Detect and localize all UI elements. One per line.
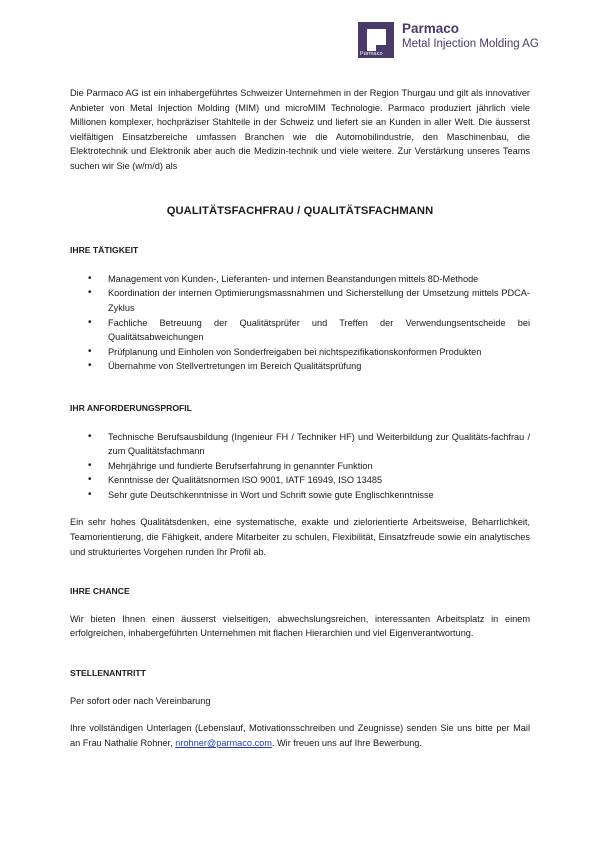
- taetigkeit-list: [70, 272, 530, 374]
- company-logo: [358, 22, 539, 58]
- document-body: [70, 86, 530, 750]
- profil-list: [70, 430, 530, 503]
- section-heading-chance: IHRE CHANCE: [70, 586, 130, 597]
- section-heading-taetigkeit: IHRE TÄTIGKEIT: [70, 245, 139, 256]
- chance-paragraph: Wir bieten Ihnen einen äusserst vielseitigen, abwechslungsreichen, interessanten Arbeitsplatz in einem erfolgreichen, inhabergeführten Unternehmen mit flachen Hierarchien und viel Eigenverantwortung.: [70, 613, 530, 639]
- section-heading-antritt: STELLENANTRITT: [70, 668, 146, 679]
- logo-mark-icon: [358, 22, 394, 58]
- list-item: • Prüfplanung und Einholen von Sonderfreigaben bei nichtspezifikationskonformen Produkten: [86, 345, 530, 360]
- list-item: • Technische Berufsausbildung (Ingenieur FH / Techniker HF) und Weiterbildung zur Qualitäts-fachfrau / zum Qualitätsfachmann: [86, 430, 530, 459]
- list-item: • Sehr gute Deutschkenntnisse in Wort und Schrift sowie gute Englischkenntnisse: [86, 488, 530, 503]
- application-text-before: Ihre vollständigen Unterlagen (Lebenslauf, Motivationsschreiben und Zeugnisse) senden Sie uns bitte per Mail an Frau Nathalie Rohner,: [70, 723, 530, 748]
- list-item: • Fachliche Betreuung der Qualitätsprüfer und Treffen der Verwendungsentscheide bei Qualitätsabweichungen: [86, 316, 530, 345]
- list-item: • Kenntnisse der Qualitätsnormen ISO 9001, IATF 16949, ISO 13485: [86, 473, 530, 488]
- list-item: • Übernahme von Stellvertretungen im Bereich Qualitätsprüfung: [86, 359, 530, 374]
- list-item: • Mehrjährige und fundierte Berufserfahrung in genannter Funktion: [86, 459, 530, 474]
- logo-mark-text: Parmaco: [360, 51, 383, 57]
- list-item: • Management von Kunden-, Lieferanten- und internen Beanstandungen mittels 8D-Methode: [86, 272, 530, 287]
- list-item: • Koordination der internen Optimierungsmassnahmen und Sicherstellung der Umsetzung mittels PDCA-Zyklus: [86, 286, 530, 315]
- email-link[interactable]: nrohner@parmaco.com: [175, 737, 272, 748]
- job-title: QUALITÄTSFACHFRAU / QUALITÄTSFACHMANN: [166, 204, 434, 217]
- antritt-paragraph: Per sofort oder nach Vereinbarung: [70, 695, 211, 706]
- application-paragraph: [70, 721, 530, 750]
- section-heading-profil: IHR ANFORDERUNGSPROFIL: [70, 402, 192, 413]
- logo-company-subtitle: Metal Injection Molding AG: [402, 38, 539, 51]
- intro-paragraph: Die Parmaco AG ist ein inhabergeführtes Schweizer Unternehmen in der Region Thurgau und gilt als innovativer Anbieter von Metal Injection Molding (MIM) und microMIM Technologie. Parmaco produziert jährlich viele Millionen komplexer, hochpräziser Stahlteile in der Schweiz und liefert sie an Kunden in aller Welt. Die äusserst vielfältigen Einsatzbereiche umfassen Branchen wie die Automobilindustrie, den Maschinenbau, die Elektrotechnik und Elektronik aber auch die Medizin-technik und viele weitere. Zur Verstärkung unseres Teams suchen wir Sie (w/m/d) als: [70, 88, 530, 171]
- profil-paragraph: Ein sehr hohes Qualitätsdenken, eine systematische, exakte und zielorientierte Arbeitsweise, Beharrlichkeit, Teamorientierung, die Fähigkeit, andere Mitarbeiter zu schulen, Flexibilität, Einsatzfreude sowie ein analytisches und strukturiertes Vorgehen runden Ihr Profil ab.: [70, 517, 530, 557]
- logo-company-name: Parmaco: [402, 21, 460, 36]
- application-text-after: . Wir freuen uns auf Ihre Bewerbung.: [271, 737, 423, 748]
